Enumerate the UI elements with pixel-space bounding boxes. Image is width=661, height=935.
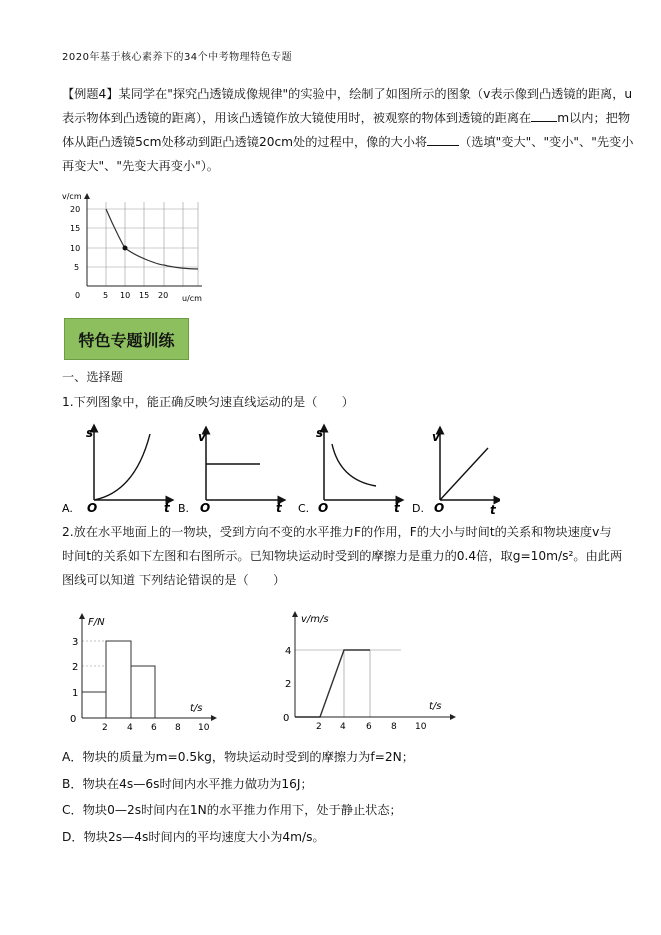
velocity-line	[295, 650, 370, 717]
example-line-1: 【例题4】某同学在"探究凸透镜成像规律"的实验中，绘制了如图所示的图象（v表示像到凸透镜的距离，u	[62, 87, 633, 101]
velocity-ytick: 2	[285, 679, 292, 690]
example-line-2: 表示物体到凸透镜的距离），用该凸透镜作放大镜使用时，被观察的物体到透镜的距离在 m以内；把物	[62, 111, 631, 125]
lens-point	[123, 246, 128, 251]
force-ytick: 2	[72, 662, 79, 673]
graph-a[interactable]	[62, 426, 171, 515]
q2-line-3: 图线可以知道 下列结论错误的是（ ）	[62, 573, 286, 587]
lens-xtick: 10	[120, 291, 131, 300]
q2-line-2: 时间t的关系如下左图和右图所示。已知物块运动时受到的摩擦力是重力的0.4倍，取g=10m/s²。由此两	[62, 549, 623, 563]
force-time-chart	[62, 608, 222, 732]
svg-text:B.: B.	[178, 502, 190, 515]
svg-text:v: v	[432, 430, 440, 444]
example-line-3: 体从距凸透镜5cm处移动到距凸透镜20cm处的过程中，像的大小将 （选填"变大"、"变小"、"先变小	[62, 135, 634, 149]
velocity-ytick: 4	[285, 646, 292, 657]
practice-banner: 特色专题训练	[64, 318, 189, 360]
svg-text:s: s	[86, 426, 94, 440]
lens-xtick: 5	[103, 291, 109, 300]
option-b[interactable]: B．物块在4s—6s时间内水平推力做功为16J；	[62, 777, 313, 791]
page-header: 2020年基于核心素养下的34个中考物理特色专题	[62, 52, 293, 63]
svg-text:O: O	[318, 501, 329, 515]
q2-line-1: 2.放在水平地面上的一物块，受到方向不变的水平推力F的作用，F的大小与时间t的关系和物块速度v与	[62, 525, 612, 539]
svg-text:t: t	[276, 501, 282, 515]
force-grid	[82, 641, 155, 718]
question-1-text: 1.下列图象中，能正确反映匀速直线运动的是（ ）	[62, 395, 354, 409]
force-origin: 0	[70, 714, 77, 725]
force-ytick: 3	[72, 637, 79, 648]
lens-curve	[106, 209, 198, 269]
velocity-xtick: 6	[366, 722, 372, 730]
svg-text:O: O	[434, 501, 445, 515]
question-2-text	[62, 520, 623, 592]
velocity-xtick: 4	[340, 722, 346, 730]
velocity-xtick: 2	[316, 722, 322, 730]
lens-ytick: 15	[70, 224, 81, 233]
svg-text:t: t	[490, 503, 496, 517]
lens-xlabel: u/cm	[182, 294, 202, 303]
force-ytick: 1	[72, 688, 79, 699]
velocity-xtick: 10	[415, 722, 427, 730]
velocity-xlabel: t/s	[429, 701, 442, 712]
velocity-time-chart	[283, 606, 463, 730]
option-c[interactable]: C．物块0—2s时间内在1N的水平推力作用下，处于静止状态；	[62, 803, 402, 817]
graph-b[interactable]	[178, 430, 283, 515]
svg-text:t: t	[164, 501, 170, 515]
graph-c[interactable]	[298, 426, 401, 515]
lens-ytick: 5	[74, 263, 80, 272]
svg-text:O: O	[200, 501, 211, 515]
example-line-4: 再变大"、"先变大再变小"）。	[62, 159, 219, 173]
force-ylabel: F/N	[88, 617, 105, 628]
force-xlabel: t/s	[190, 703, 203, 714]
section-heading: 一、选择题	[62, 370, 123, 384]
answer-blank-2[interactable]	[427, 133, 459, 146]
force-steps	[82, 641, 155, 718]
svg-text:s: s	[316, 426, 324, 440]
svg-text:D.: D.	[412, 502, 424, 515]
lens-ytick: 10	[70, 244, 81, 253]
force-xtick: 10	[198, 723, 210, 732]
lens-origin: 0	[75, 291, 81, 300]
lens-xtick: 20	[158, 291, 169, 300]
svg-text:t: t	[394, 501, 400, 515]
lens-grid	[87, 202, 198, 286]
option-a[interactable]: A．物块的质量为m=0.5kg，物块运动时受到的摩擦力为f=2N；	[62, 750, 414, 764]
option-d[interactable]: D．物块2s—4s时间内的平均速度大小为4m/s。	[62, 830, 325, 844]
velocity-xtick: 8	[391, 722, 397, 730]
svg-text:O: O	[87, 501, 98, 515]
velocity-origin: 0	[283, 713, 290, 724]
velocity-grid	[295, 650, 401, 717]
svg-text:v: v	[198, 430, 206, 444]
force-xtick: 2	[102, 723, 108, 732]
graph-d[interactable]	[412, 430, 498, 517]
svg-text:A.: A.	[62, 502, 73, 515]
force-xtick: 6	[151, 723, 157, 732]
lens-ylabel: v/cm	[62, 192, 82, 201]
lens-image-chart	[60, 190, 210, 306]
question-1-graphs	[60, 420, 500, 518]
force-xtick: 4	[127, 723, 133, 732]
force-xtick: 8	[175, 723, 181, 732]
velocity-ylabel: v/m/s	[301, 614, 329, 625]
answer-blank-1[interactable]	[531, 109, 557, 122]
svg-text:C.: C.	[298, 502, 310, 515]
lens-xtick: 15	[139, 291, 150, 300]
example-4-text	[62, 82, 634, 178]
lens-ytick: 20	[70, 205, 81, 214]
